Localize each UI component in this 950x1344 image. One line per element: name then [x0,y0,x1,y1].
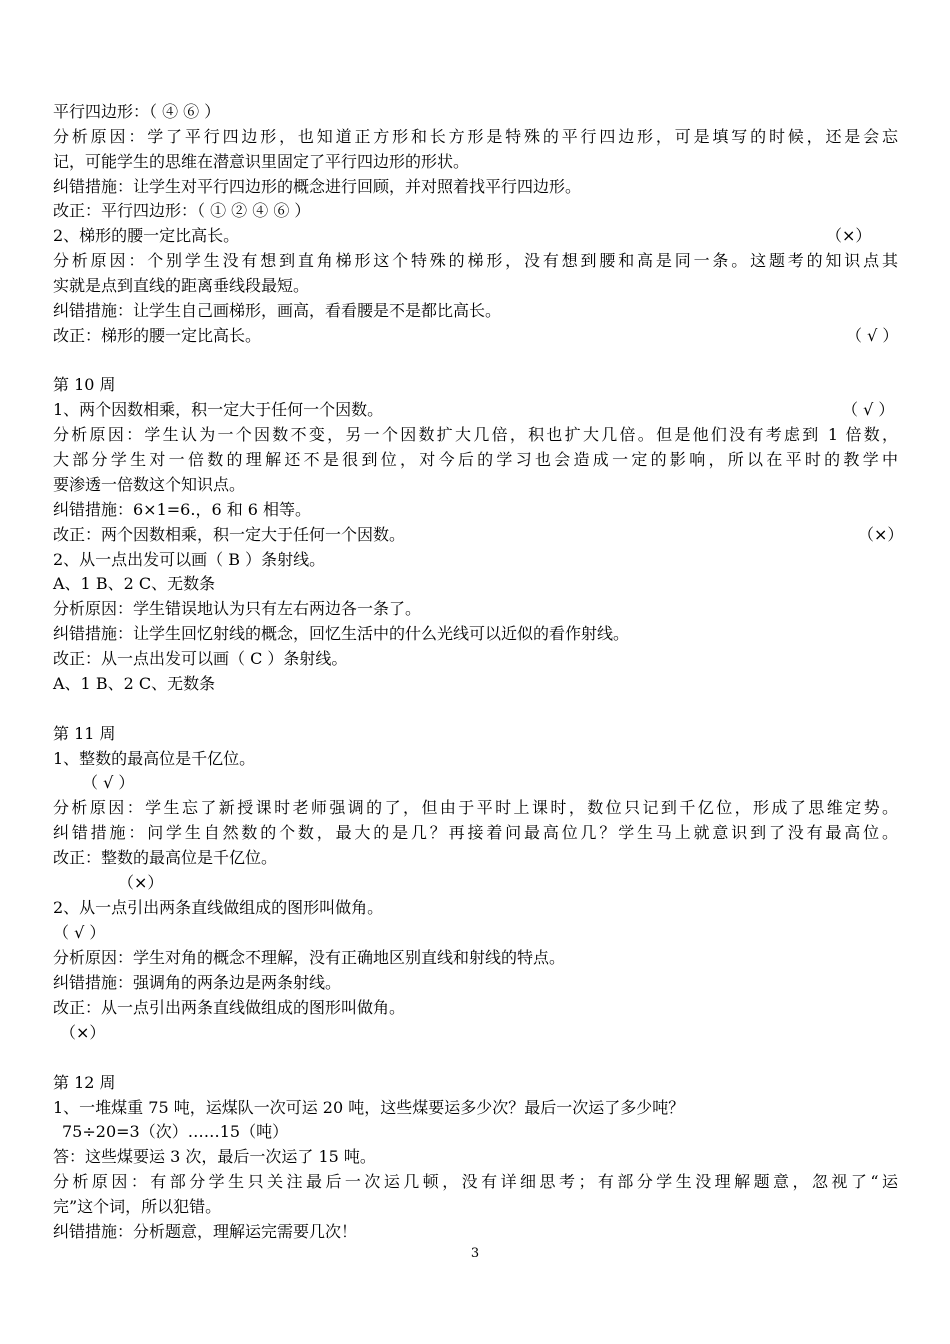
text-line: 完”这个词，所以犯错。 [53,1197,222,1216]
text-line: 改正：从一点引出两条直线做组成的图形叫做角。 [53,998,406,1017]
options-line: A、1 B、2 C、无数条 [53,574,216,593]
answer-mark: （×） [826,226,872,245]
text-line: 纠错措施：6×1=6.，6 和 6 相等。 [53,500,312,519]
question-line: 2、从一点引出两条直线做组成的图形叫做角。 [53,898,384,917]
answer-mark: （ √ ） [842,400,895,419]
answer-mark: （ √ ） [846,326,899,345]
text-line: 分析原因：学生错误地认为只有左右两边各一条了。 [53,599,422,618]
text-line: 答：这些煤要运 3 次，最后一次运了 15 吨。 [53,1147,376,1166]
text-line: 分析原因：学了平行四边形，也知道正方形和长方形是特殊的平行四边形，可是填写的时候，还是会忘 [53,127,898,146]
text-line: 纠错措施：问学生自然数的个数，最大的是几？再接着问最高位几？学生马上就意识到了没有最高位。 [53,823,898,842]
section-heading: 第 11 周 [53,724,116,743]
text-line: 纠错措施：让学生自己画梯形，画高，看看腰是不是都比高长。 [53,301,502,320]
answer-mark: （ √ ） [82,773,135,792]
answer-mark: （×） [60,1023,106,1042]
text-line: 大部分学生对一倍数的理解还不是很到位，对今后的学习也会造成一定的影响，所以在平时的教学中 [53,450,898,469]
text-line: 分析原因：学生忘了新授课时老师强调的了，但由于平时上课时，数位只记到千亿位，形成了思维定势。 [53,798,898,817]
text-line: 平行四边形：（ ④ ⑥ ） [53,102,221,121]
section-heading: 第 10 周 [53,375,116,394]
answer-mark: （×） [118,873,164,892]
text-line: 分析原因：学生认为一个因数不变，另一个因数扩大几倍，积也扩大几倍。但是他们没有考虑到 1 倍数， [53,425,898,444]
calculation-line: 75÷20=3（次）……15（吨） [62,1122,289,1141]
text-line: 实就是点到直线的距离垂线段最短。 [53,276,310,295]
text-line: 分析原因：个别学生没有想到直角梯形这个特殊的梯形，没有想到腰和高是同一条。这题考的知识点其 [53,251,898,270]
text-line: 纠错措施：强调角的两条边是两条射线。 [53,973,342,992]
text-line: 改正：从一点出发可以画（ C ）条射线。 [53,649,348,668]
text-line: 要渗透一倍数这个知识点。 [53,475,246,494]
text-line: 纠错措施：让学生回忆射线的概念，回忆生活中的什么光线可以近似的看作射线。 [53,624,630,643]
question-line: 1、整数的最高位是千亿位。 [53,749,256,768]
section-heading: 第 12 周 [53,1073,116,1092]
text-line: 纠错措施：让学生对平行四边形的概念进行回顾，并对照着找平行四边形。 [53,177,582,196]
question-line: 1、一堆煤重 75 吨，运煤队一次可运 20 吨，这些煤要运多少次？最后一次运了多少吨？ [53,1098,685,1117]
text-line: 改正：整数的最高位是千亿位。 [53,848,278,867]
question-line: 2、梯形的腰一定比高长。 [53,226,240,245]
text-line: 纠错措施：分析题意，理解运完需要几次！ [53,1222,358,1241]
text-line: 记，可能学生的思维在潜意识里固定了平行四边形的形状。 [53,152,470,171]
text-line: 分析原因：有部分学生只关注最后一次运几顿，没有详细思考；有部分学生没理解题意，忽视了“运 [53,1172,898,1191]
question-line: 1、两个因数相乘，积一定大于任何一个因数。 [53,400,384,419]
answer-mark: （ √ ） [53,923,106,942]
text-line: 改正：梯形的腰一定比高长。 [53,326,262,345]
text-line: 改正：两个因数相乘，积一定大于任何一个因数。 [53,525,406,544]
text-line: 改正：平行四边形：（ ① ② ④ ⑥ ） [53,201,311,220]
page-number: 3 [470,1246,480,1261]
question-line: 2、从一点出发可以画（ B ）条射线。 [53,550,326,569]
options-line: A、1 B、2 C、无数条 [53,674,216,693]
answer-mark: （×） [858,525,904,544]
text-line: 分析原因：学生对角的概念不理解，没有正确地区别直线和射线的特点。 [53,948,566,967]
